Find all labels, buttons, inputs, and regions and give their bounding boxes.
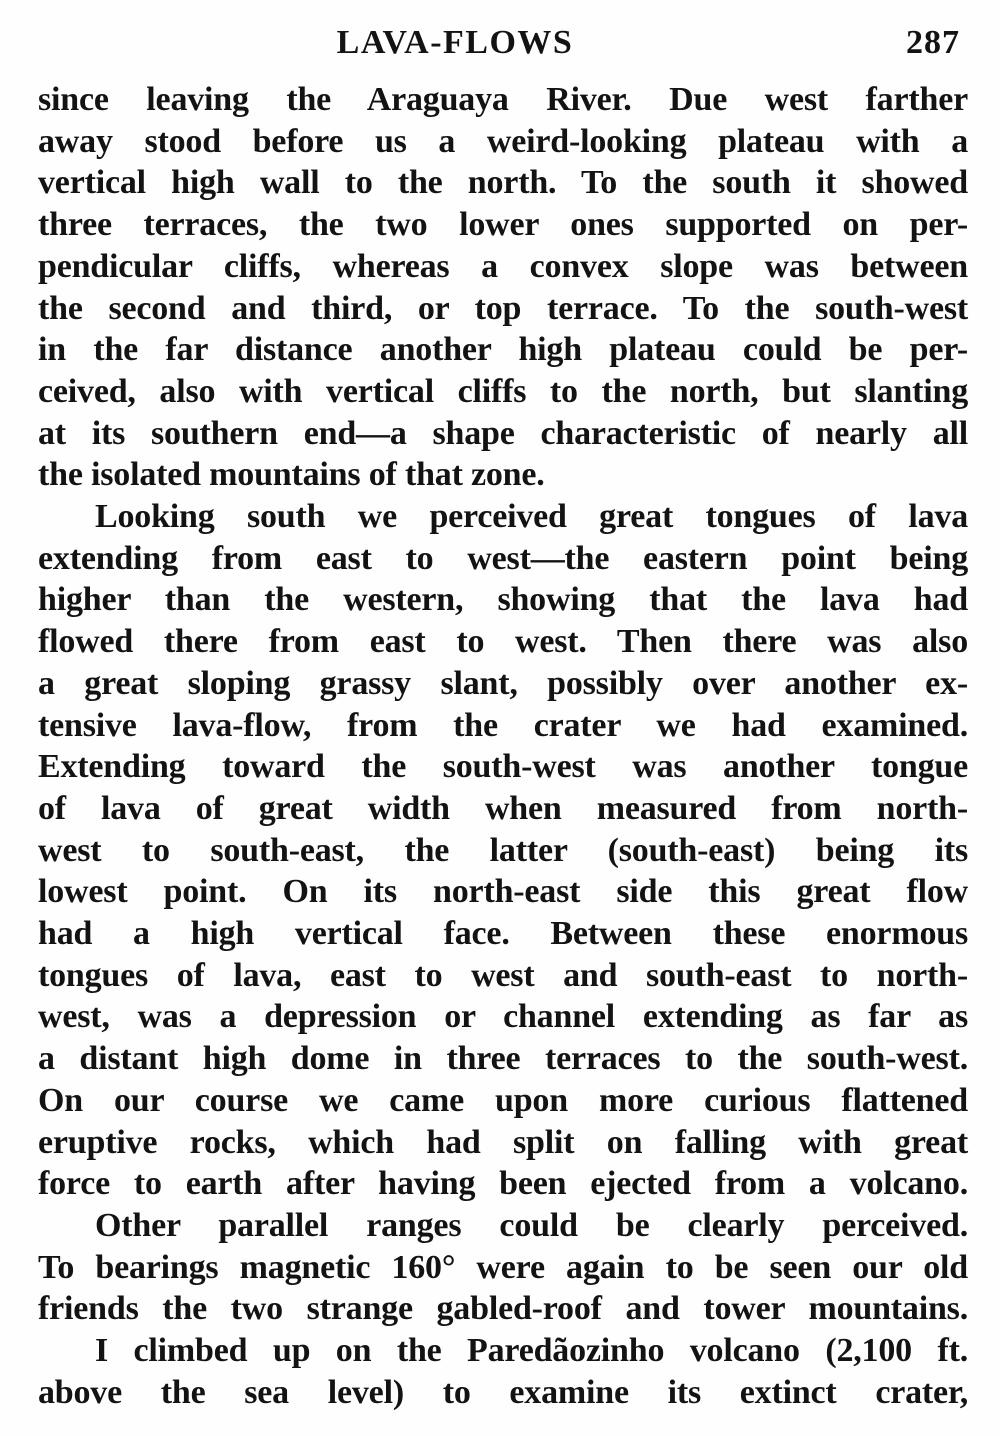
text-line: away stood before us a weird-looking plateau with a <box>38 122 968 160</box>
text-line: a distant high dome in three terraces to the south-west. <box>38 1040 968 1078</box>
text-line: lowest point. On its north-east side this great flow <box>38 873 968 911</box>
text-line: higher than the western, showing that the lava had <box>38 581 968 619</box>
text-line: Looking south we perceived great tongues of lava <box>95 498 968 536</box>
text-line: above the sea level) to examine its extinct crater, <box>38 1373 968 1411</box>
text-line: since leaving the Araguaya River. Due west farther <box>38 81 968 118</box>
text-line: tensive lava-flow, from the crater we had examined. <box>38 706 968 744</box>
text-line: Other parallel ranges could be clearly perceived. <box>95 1206 968 1244</box>
text-line: Extending toward the south-west was another tongue <box>38 748 968 786</box>
running-title: LAVA-FLOWS <box>336 24 574 61</box>
text-line: vertical high wall to the north. To the south it showed <box>38 164 968 202</box>
text-line: friends the two strange gabled-roof and tower mountains. <box>38 1290 968 1328</box>
text-line: the second and third, or top terrace. To the south-west <box>38 289 968 327</box>
text-line: a great sloping grassy slant, possibly over another ex- <box>38 664 968 702</box>
text-line: flowed there from east to west. Then there was also <box>38 623 968 661</box>
text-line: had a high vertical face. Between these enormous <box>38 915 968 953</box>
text-line: in the far distance another high plateau could be per- <box>38 331 968 369</box>
text-line: of lava of great width when measured from north- <box>38 789 968 827</box>
text-line: To bearings magnetic 160° were again to be seen our old <box>38 1248 968 1286</box>
text-line: eruptive rocks, which had split on falling with great <box>38 1123 968 1161</box>
text-line: pendicular cliffs, whereas a convex slope was between <box>38 247 968 285</box>
text-line: west to south-east, the latter (south-east) being its <box>38 831 968 869</box>
text-line: the isolated mountains of that zone. <box>38 456 545 494</box>
text-line: at its southern end—a shape characteristic of nearly all <box>38 414 968 452</box>
text-line: tongues of lava, east to west and south-east to north- <box>38 956 968 994</box>
text-line: west, was a depression or channel extending as far as <box>38 998 968 1036</box>
text-line: ceived, also with vertical cliffs to the north, but slanting <box>38 372 968 410</box>
page-header <box>38 24 962 68</box>
text-line: force to earth after having been ejected from a volcano. <box>38 1165 968 1203</box>
text-line: I climbed up on the Paredãozinho volcano (2,100 ft. <box>95 1332 968 1370</box>
page-number: 287 <box>906 24 960 61</box>
page-body <box>38 79 968 1414</box>
text-line: On our course we came upon more curious flattened <box>38 1081 968 1119</box>
text-line: extending from east to west—the eastern point being <box>38 539 968 577</box>
text-line: three terraces, the two lower ones supported on per- <box>38 206 968 244</box>
